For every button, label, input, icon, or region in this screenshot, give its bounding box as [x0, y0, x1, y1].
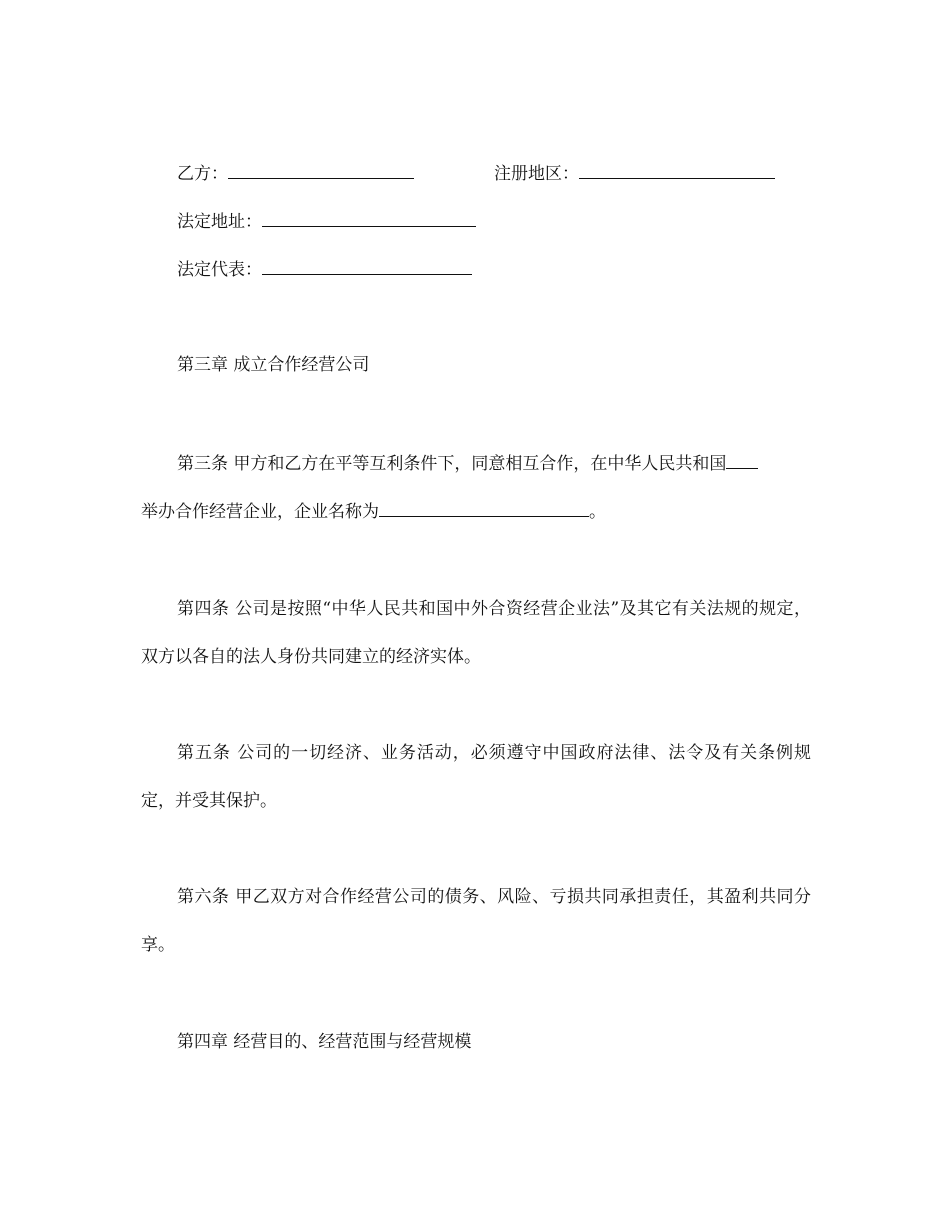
- party-b-address-blank: [262, 209, 476, 227]
- article3-company-name-blank: [379, 499, 589, 517]
- party-b-representative-blank: [262, 257, 472, 275]
- party-b-representative-label: 法定代表：: [177, 260, 262, 280]
- party-b-name-row: [177, 161, 414, 186]
- article3-line1: [177, 451, 758, 476]
- article6-paragraph: 第六条 甲乙双方对合作经营公司的债务、风险、亏损共同承担责任，其盈利共同分享。: [141, 887, 811, 955]
- party-b-region-row: [494, 161, 775, 186]
- party-b-address-row: [177, 209, 476, 234]
- article3-text-a: 第三条 甲方和乙方在平等互利条件下，同意相互合作，在中华人民共和国: [177, 454, 727, 474]
- article3-text-b: 举办合作经营企业，企业名称为: [141, 502, 379, 522]
- article5-paragraph: 第五条 公司的一切经济、业务活动，必须遵守中国政府法律、法令及有关条例规定，并受其保护。: [141, 743, 811, 811]
- article4-paragraph: 第四条 公司是按照“中华人民共和国中外合资经营企业法”及其它有关法规的规定，双方以各自的法人身份共同建立的经济实体。: [141, 599, 811, 667]
- party-b-address-label: 法定地址：: [177, 212, 262, 232]
- party-b-representative-row: [177, 257, 472, 282]
- article3-line2: [141, 499, 606, 524]
- party-b-region-blank: [579, 161, 775, 179]
- article3-text-c: 。: [589, 502, 606, 522]
- party-b-name-blank: [228, 161, 414, 179]
- chapter3-title: 第三章 成立合作经营公司: [177, 355, 370, 375]
- chapter4-title: 第四章 经营目的、经营范围与经营规模: [177, 1032, 472, 1052]
- party-b-name-label: 乙方：: [177, 164, 228, 184]
- article3-country-blank: [726, 451, 758, 469]
- party-b-region-label: 注册地区：: [494, 164, 579, 184]
